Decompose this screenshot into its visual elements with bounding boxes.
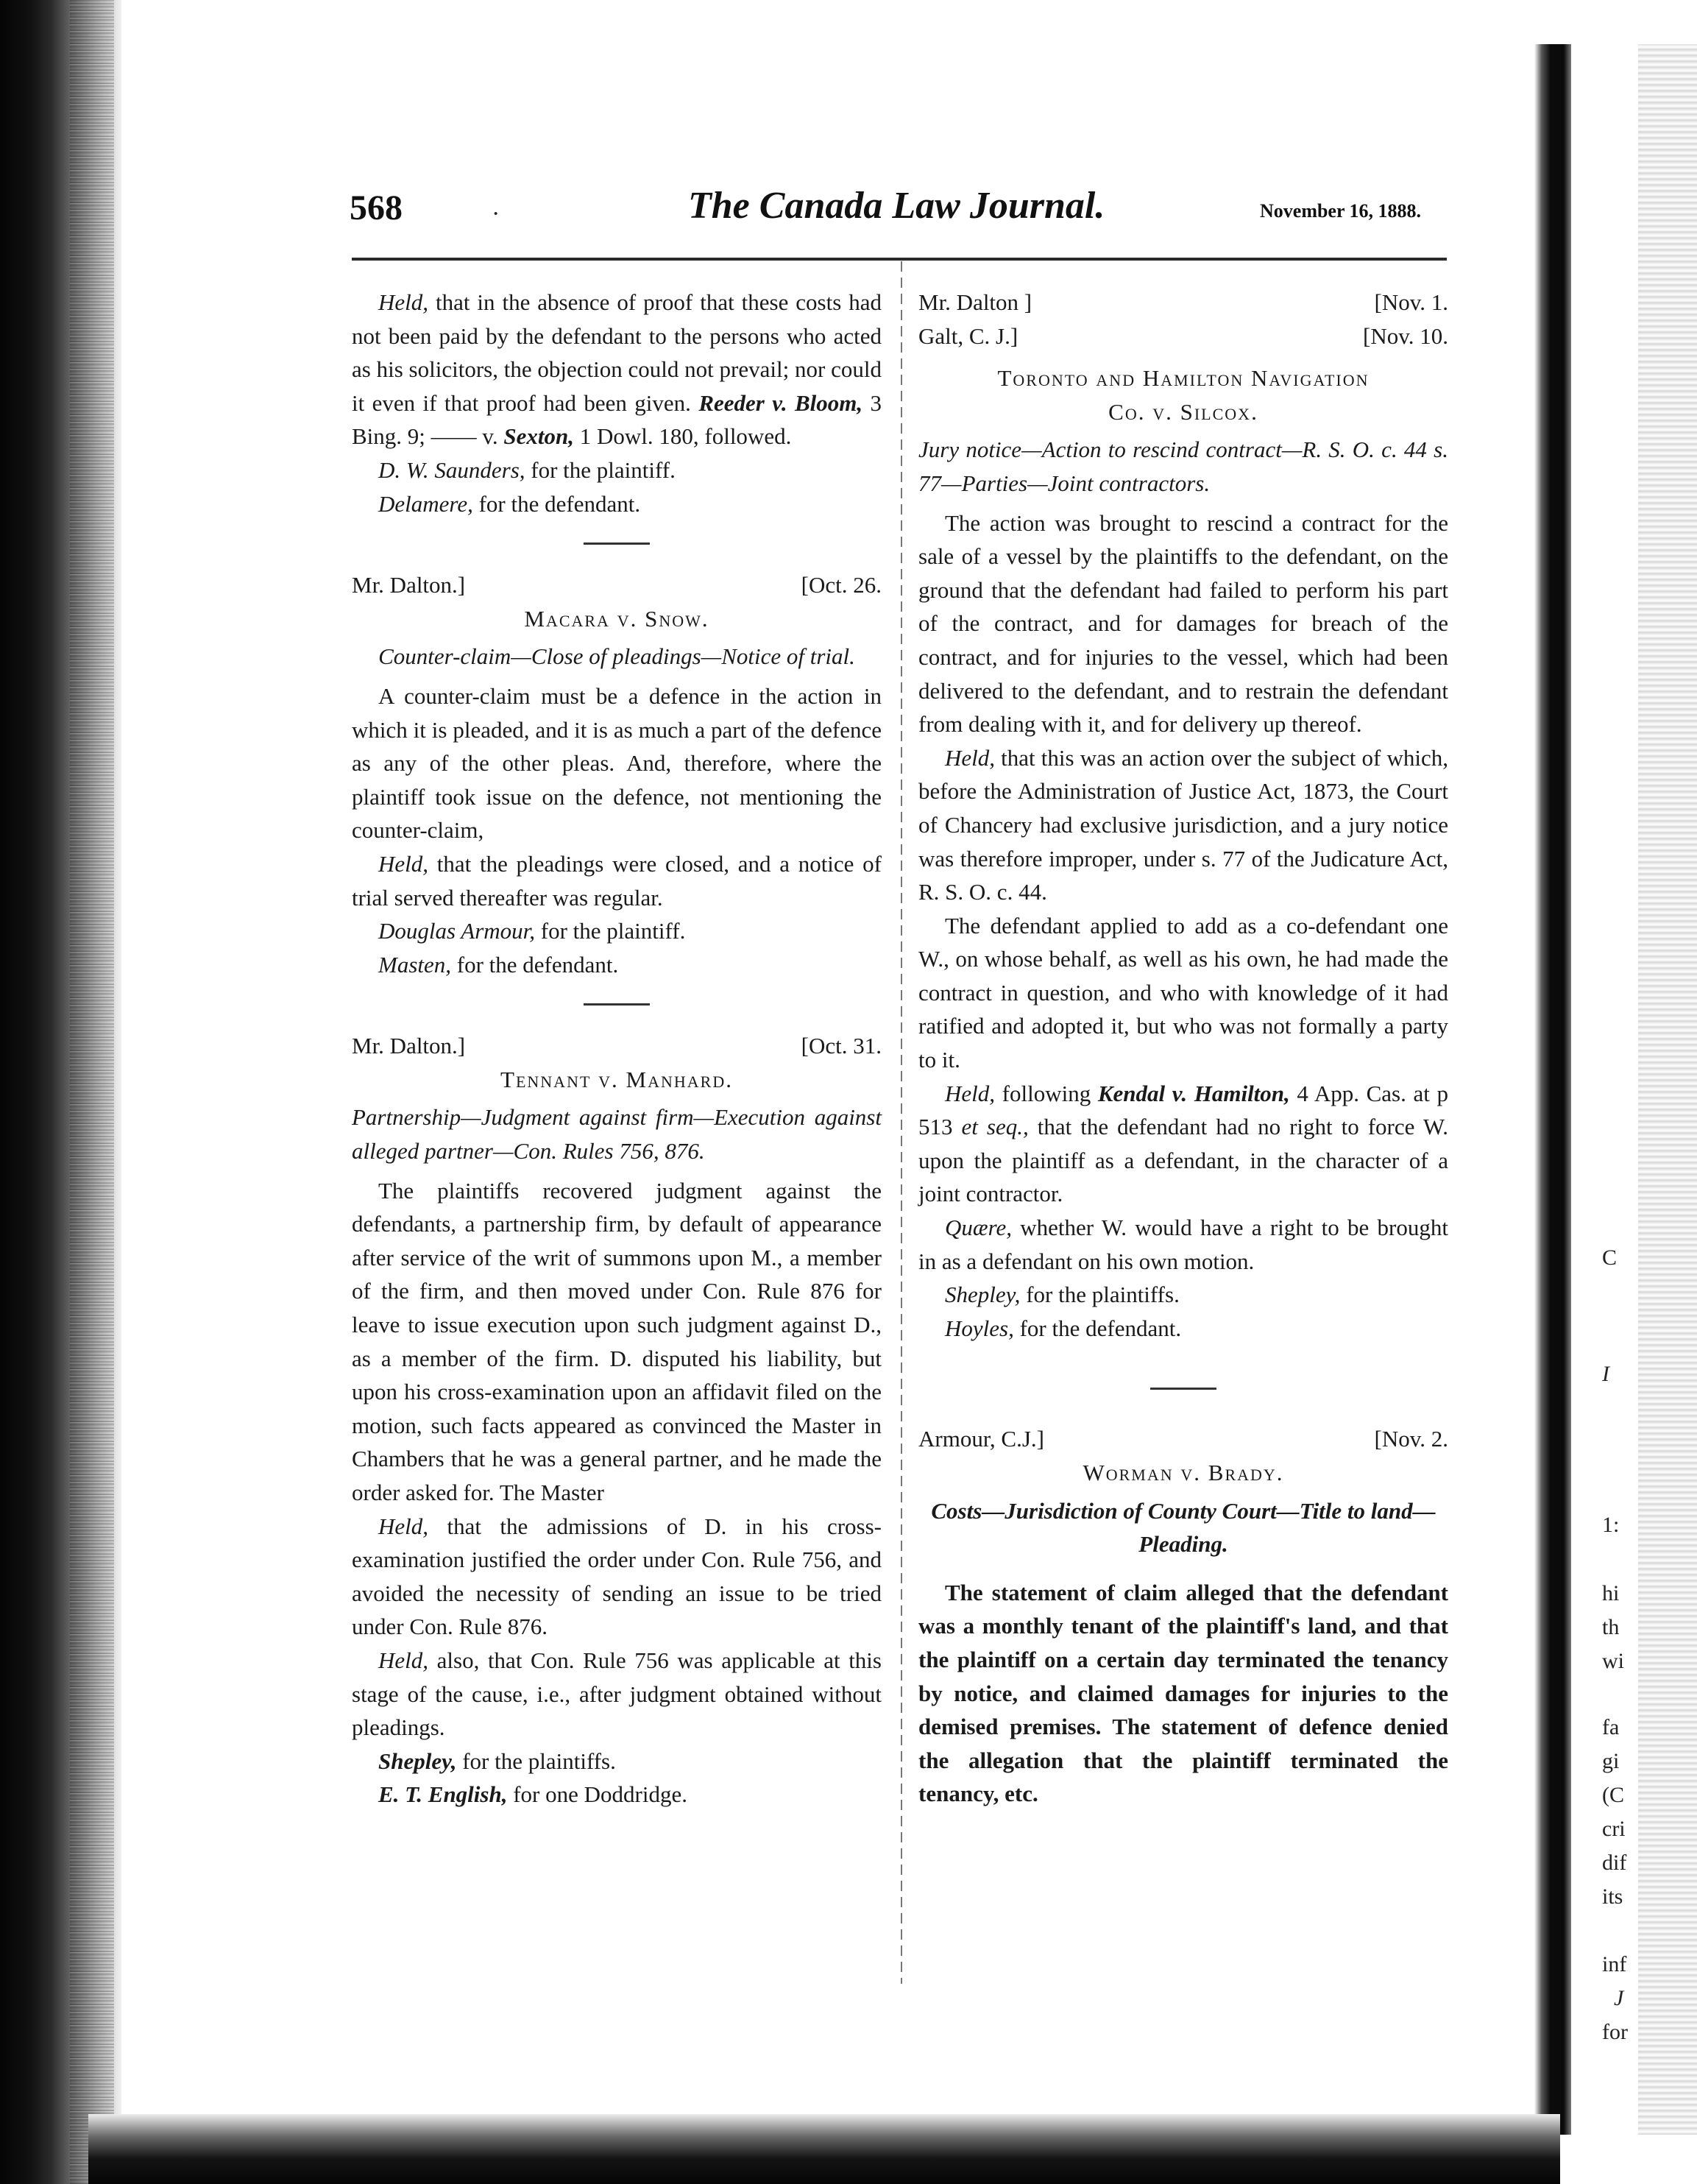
adjacent-page-fragment: inf (1602, 1952, 1627, 1976)
paragraph: Held, also, that Con. Rule 756 was applicable at this stage of the cause, i.e., after judgment obtained without pleadings. (352, 1647, 882, 1741)
counsel-line: Douglas Armour, for the plaintiff. (378, 918, 686, 944)
counsel-line: E. T. English, for one Doddridge. (378, 1781, 687, 1808)
case-headnote: Counter-claim—Close of pleadings—Notice of trial. (378, 643, 855, 670)
paragraph: Held, following Kendal v. Hamilton, 4 App. Cas. at p 513 et seq., that the defendant had no right to force W. upon the plaintiff as a defendant, in the character of a joint contractor. (918, 1080, 1449, 1207)
counsel-line: Hoyles, for the defendant. (945, 1315, 1182, 1341)
paragraph: The plaintiffs recovered judgment against the defendants, a partnership firm, by default of appearance after service of the writ of summons upon M., a member of the firm, and then moved under Con. Rule 876 for leave to issue execution upon such judgment against D., as a member of the firm. D. disputed his liability, but upon his cross-examination upon an affidavit filed on the motion, such facts appeared as convinced the Master in Chambers that he was a general partner, and he made the order asked for. The Master (352, 1177, 882, 1505)
paragraph: Held, that the admissions of D. in his cross-examination justified the order under Con. Rule 756, and avoided the necessity of sending an issue to be tried under Con. Rule 876. (352, 1513, 882, 1640)
header-rule (352, 258, 1447, 261)
adjacent-page-fragment: dif (1602, 1851, 1627, 1875)
paragraph: The defendant applied to add as a co-defendant one W., on whose behalf, as well as his own, he had made the contract in question, and who with knowledge of it had ratified and adopted it, but who was not formally a party to it. (918, 912, 1448, 1073)
case-title: Macara v. Snow. (524, 605, 709, 632)
case-separator (584, 543, 650, 545)
paragraph: The action was brought to rescind a contract for the sale of a vessel by the plaintiffs to the defendant, on the ground that the defendant had failed to perform his part of the contract, and for damages for breach of the contract, and for injuries to the vessel, which had been delivered to the defendant, and to restrain the defendant from dealing with it, and for delivery up thereof. (918, 509, 1448, 738)
scan-bottom-shadow (88, 2114, 1560, 2184)
adjacent-page-fragment: for (1602, 2020, 1628, 2044)
paragraph: The statement of claim alleged that the defendant was a monthly tenant of the plaintiff's land, and that the plaintiff on a certain day terminated the tenancy by notice, and claimed damages for injuries to the demised premises. The statement of defence denied the allegation that the plaintiff terminated the tenancy, etc. (918, 1579, 1448, 1807)
case-separator (1150, 1388, 1216, 1390)
counsel-line: Masten, for the defendant. (378, 951, 619, 978)
column-divider (901, 261, 902, 1984)
case-judge-line: Mr. Dalton.] [Oct. 26. (352, 572, 882, 598)
paragraph: Held, that in the absence of proof that these costs had not been paid by the defendant to the persons who acted as his solicitors, the objection could not prevail; nor could it even if that proof had been given. Reeder v. Bloom, 3 Bing. 9; —— v. Sexton, 1 Dowl. 180, followed. (352, 289, 882, 450)
counsel-line: D. W. Saunders, for the plaintiff. (378, 456, 676, 483)
counsel-line: Delamere, for the defendant. (378, 490, 641, 517)
adjacent-page (1571, 44, 1697, 2135)
adjacent-page-fragment: th (1602, 1615, 1620, 1639)
page-number: 568 (350, 188, 403, 227)
case-judge-line: Mr. Dalton.] [Oct. 31. (352, 1033, 882, 1059)
adjacent-page-fragment: fa (1602, 1715, 1620, 1739)
counsel-line: Shepley, for the plaintiffs. (378, 1747, 616, 1774)
case-title: Co. v. Silcox. (1108, 398, 1258, 425)
paragraph: Held, that the pleadings were closed, and a notice of trial served thereafter was regular. (352, 850, 882, 911)
header-dot: · (492, 200, 500, 227)
left-column (352, 286, 882, 1812)
case-headnote: Partnership—Judgment against firm—Execution against alleged partner—Con. Rules 756, 876. (352, 1104, 882, 1165)
adjacent-page-fragment: wi (1602, 1649, 1624, 1673)
adjacent-page-fragment: I (1602, 1362, 1609, 1386)
adjacent-page-fragment: J (1614, 1986, 1624, 2010)
case-title: Toronto and Hamilton Navigation (997, 365, 1370, 392)
case-judge-line: Armour, C.J.] [Nov. 2. (918, 1426, 1448, 1452)
paragraph: Quære, whether W. would have a right to be brought in as a defendant on his own motion. (918, 1215, 1448, 1274)
case-title: Tennant v. Manhard. (500, 1066, 733, 1092)
adjacent-page-fragment: its (1602, 1884, 1623, 1909)
issue-date: November 16, 1888. (1260, 200, 1422, 222)
paragraph: Held, that this was an action over the subject of which, before the Administration of Justice Act, 1873, the Court of Chancery had exclusive jurisdiction, and a jury notice was therefore improper, under s. 77 of the Judicature Act, R. S. O. c. 44. (918, 744, 1448, 905)
case-judge-line: Mr. Dalton ] [Nov. 1. (918, 289, 1448, 315)
paragraph: A counter-claim must be a defence in the action in which it is pleaded, and it is as much a part of the defence as any of the other pleas. And, therefore, where the plaintiff took issue on the defence, not mentioning the counter-claim, (352, 682, 882, 844)
case-title: Worman v. Brady. (1083, 1460, 1284, 1485)
counsel-line: Shepley, for the plaintiffs. (945, 1282, 1180, 1308)
page-gutter-shadow (1534, 44, 1571, 2135)
adjacent-page-fragment: C (1602, 1245, 1618, 1270)
case-headnote: Costs—Jurisdiction of County Court—Title to land—Pleading. (931, 1497, 1436, 1558)
journal-title: The Canada Law Journal. (688, 185, 1105, 227)
adjacent-page-fragment: (C (1602, 1783, 1624, 1807)
adjacent-page-fragment: gi (1602, 1749, 1620, 1773)
right-column (918, 286, 1448, 1811)
book-binding-shadow (0, 0, 121, 2184)
adjacent-page-fragment: 1: (1602, 1513, 1620, 1537)
case-judge-line: Galt, C. J.] [Nov. 10. (918, 322, 1448, 349)
adjacent-page-fragment: hi (1602, 1581, 1620, 1605)
case-separator (584, 1003, 650, 1006)
case-headnote: Jury notice—Action to rescind contract—R. S. O. c. 44 s. 77—Parties—Joint contractors. (918, 437, 1448, 496)
adjacent-page-fragment: cri (1602, 1817, 1626, 1841)
